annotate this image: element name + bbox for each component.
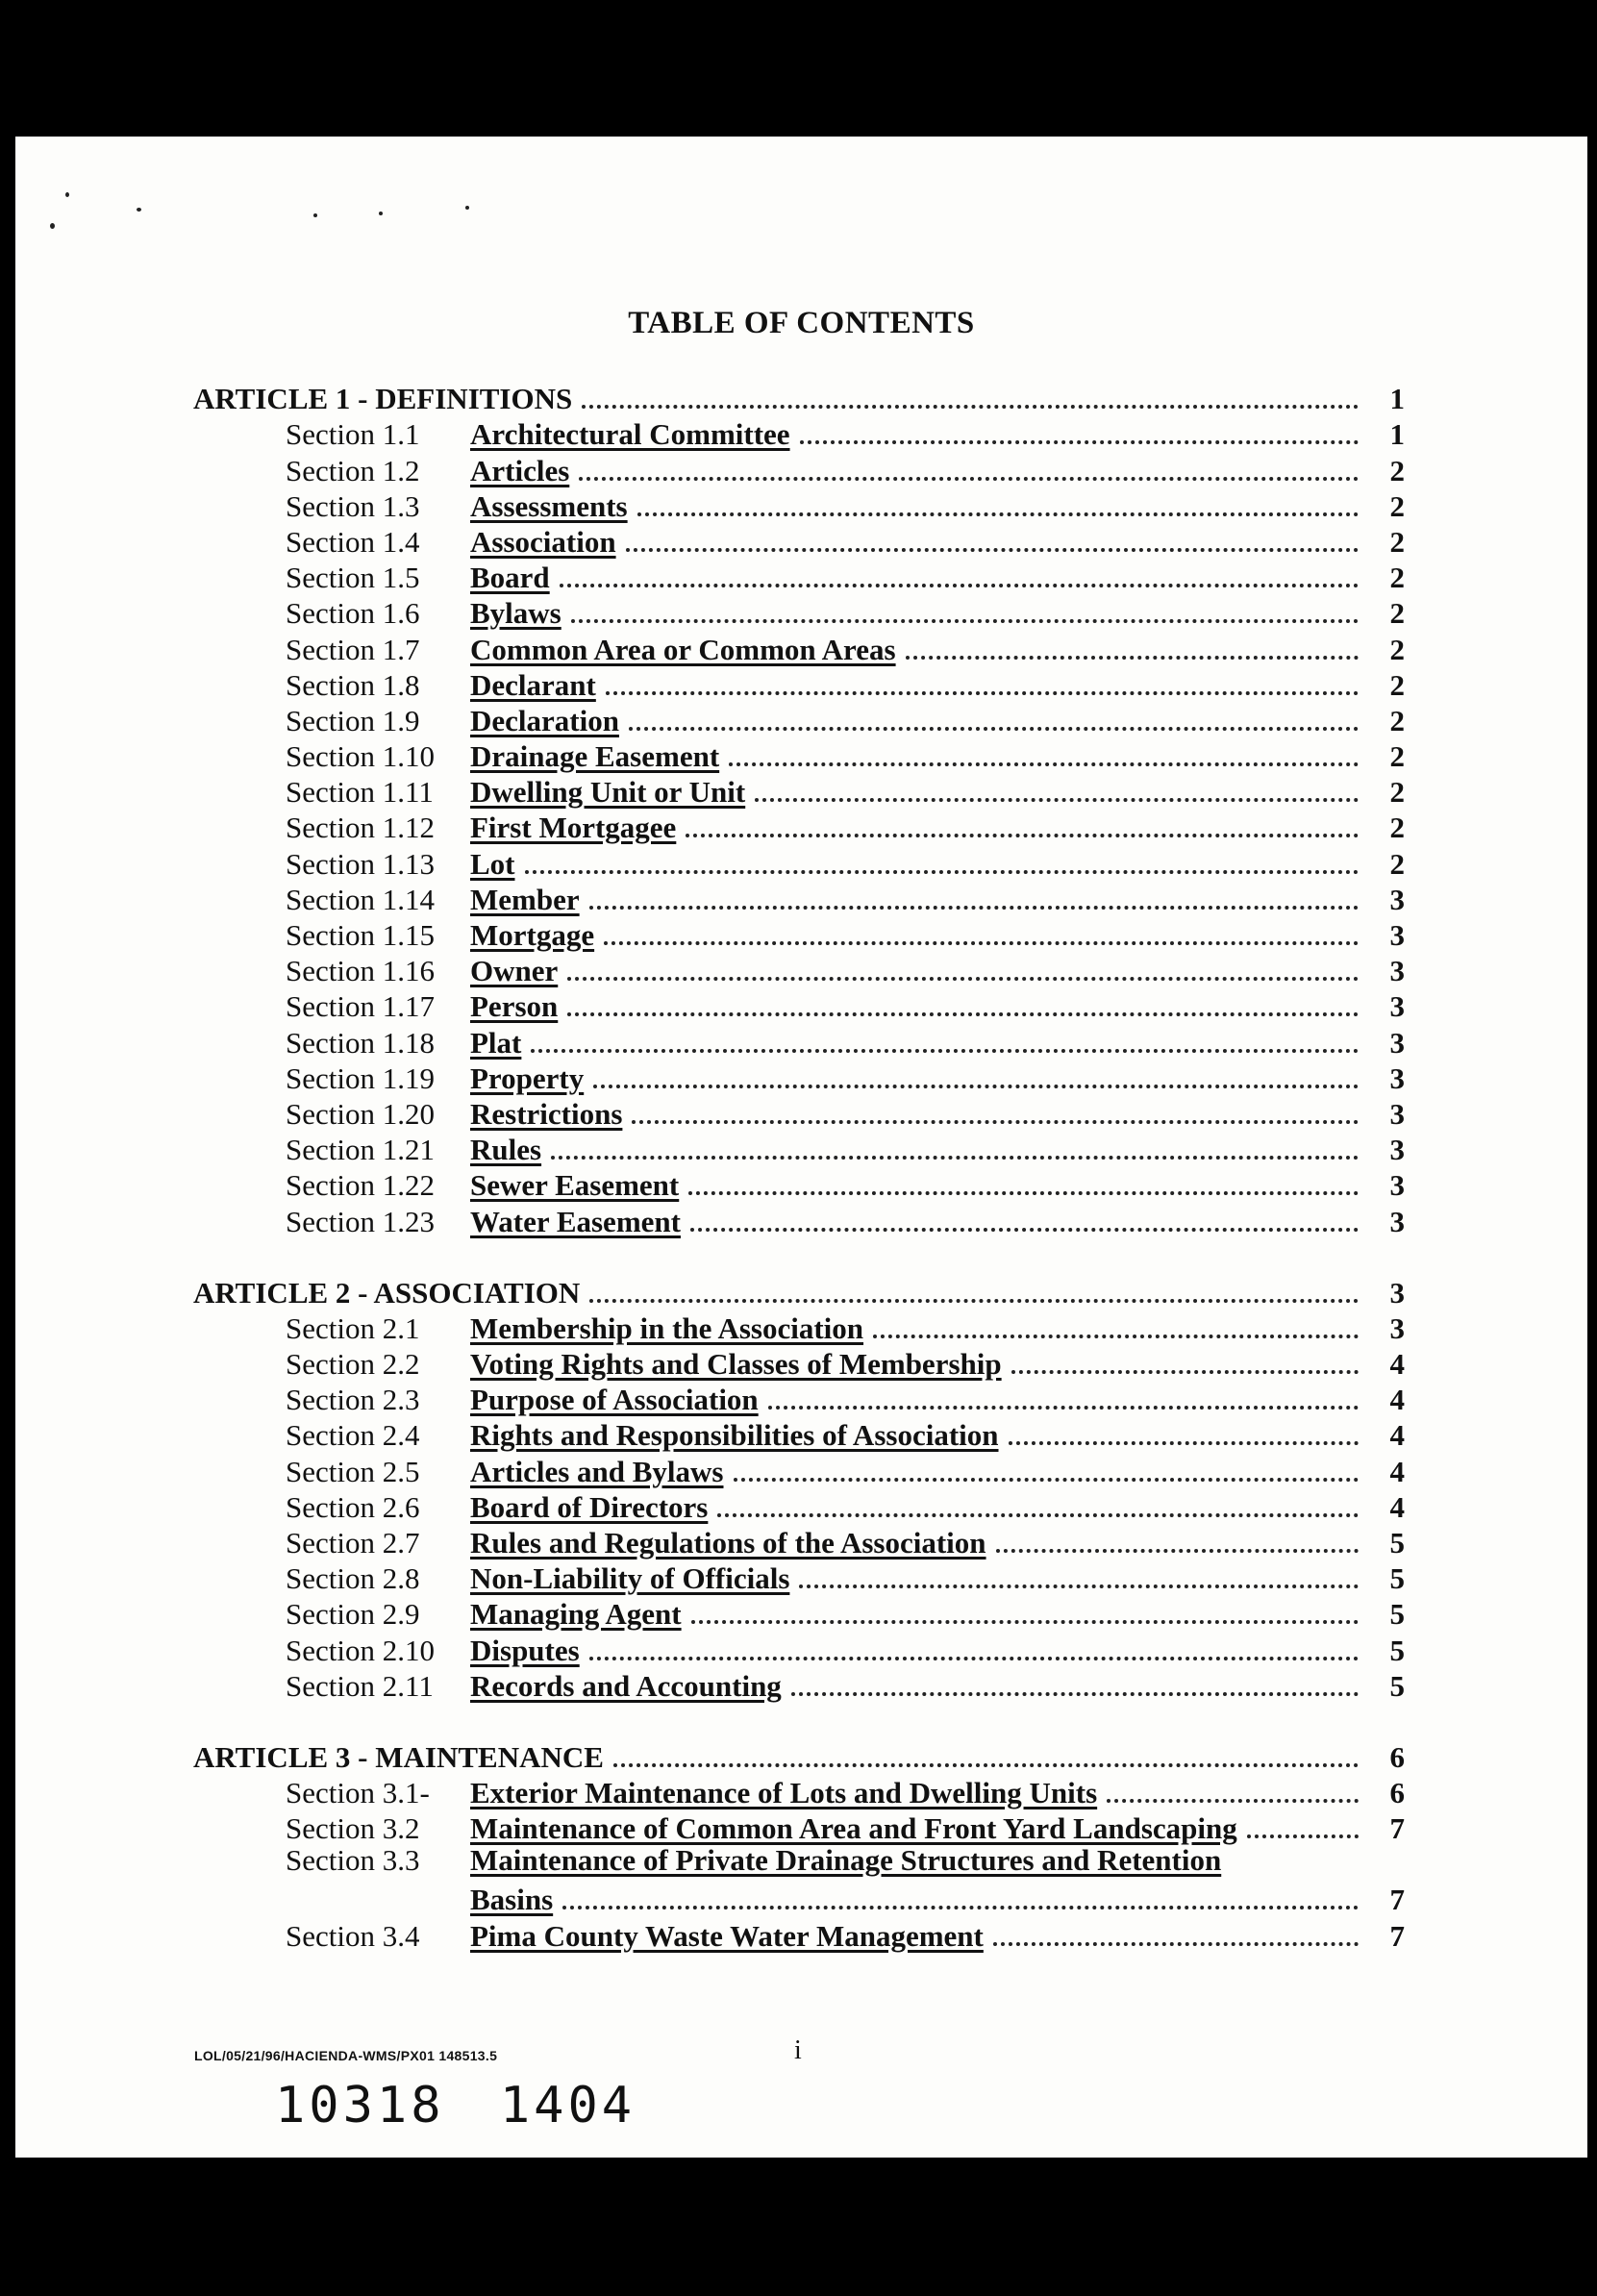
section-title[interactable]: Sewer Easement (470, 1168, 680, 1203)
section-page-number: 2 (1389, 561, 1405, 595)
section-number: Section 1.10 (286, 739, 435, 774)
section-title[interactable]: First Mortgagee (470, 811, 677, 845)
section-number: Section 1.5 (286, 561, 420, 595)
document-page (15, 137, 1587, 2158)
section-title[interactable]: Owner (470, 954, 559, 988)
dot-leader (800, 421, 1359, 444)
section-title[interactable]: Non-Liability of Officials (470, 1561, 790, 1596)
section-number: Section 2.11 (286, 1668, 434, 1703)
dot-leader (626, 529, 1359, 552)
section-number: Section 1.20 (286, 1096, 435, 1131)
dot-leader (571, 600, 1359, 623)
toc-section-row (193, 1344, 1405, 1380)
section-title[interactable]: Purpose of Association (470, 1383, 759, 1417)
dot-leader (799, 1565, 1359, 1588)
toc-article-row (193, 1737, 1405, 1773)
section-page-number: 5 (1389, 1668, 1405, 1703)
section-page-number: 5 (1389, 1561, 1405, 1596)
scan-speck (313, 213, 317, 217)
section-number: Section 1.12 (286, 811, 435, 845)
section-number: Section 1.22 (286, 1168, 435, 1203)
toc-section-row (193, 1915, 1405, 1951)
section-page-number: 4 (1389, 1454, 1405, 1488)
section-title[interactable]: Person (470, 989, 559, 1024)
toc-article-row (193, 1273, 1405, 1309)
dot-leader (729, 743, 1359, 766)
section-number: Section 3.4 (286, 1918, 420, 1953)
dot-leader (873, 1315, 1359, 1338)
toc-section-row (193, 487, 1405, 522)
article-page-number: 1 (1389, 382, 1405, 416)
dot-leader (688, 1172, 1359, 1195)
section-page-number: 2 (1389, 775, 1405, 810)
section-page-number: 3 (1389, 918, 1405, 952)
section-number: Section 2.2 (286, 1347, 420, 1382)
toc-section-row (193, 915, 1405, 951)
article-heading: ARTICLE 3 - MAINTENANCE (193, 1739, 604, 1774)
section-number: Section 1.11 (286, 775, 434, 810)
article-heading: ARTICLE 1 - DEFINITIONS (193, 382, 573, 416)
dot-leader (606, 672, 1359, 695)
dot-leader (768, 1386, 1359, 1410)
toc-section-row (193, 1809, 1405, 1844)
toc-section-row (193, 986, 1405, 1022)
section-page-number: 1 (1389, 417, 1405, 452)
section-page-number: 3 (1389, 1310, 1405, 1345)
toc-section-row (193, 1415, 1405, 1451)
section-page-number: 2 (1389, 596, 1405, 631)
section-page-number: 5 (1389, 1526, 1405, 1560)
toc-section-row (193, 1666, 1405, 1702)
toc-section-row (193, 1451, 1405, 1486)
dot-leader (993, 1923, 1359, 1946)
page-number: i (794, 2035, 802, 2065)
document-reference: LOL/05/21/96/HACIENDA-WMS/PX01 148513.5 (194, 2048, 498, 2063)
section-number: Section 1.7 (286, 632, 420, 666)
table-of-contents (193, 379, 1405, 1952)
section-title[interactable]: Rules and Regulations of the Association (470, 1526, 986, 1560)
section-title[interactable]: Declaration (470, 703, 619, 737)
section-number: Section 1.21 (286, 1133, 435, 1167)
section-page-number: 2 (1389, 632, 1405, 666)
section-number: Section 1.18 (286, 1025, 435, 1060)
section-title[interactable]: Bylaws (470, 596, 561, 631)
dot-leader (1247, 1815, 1359, 1838)
dot-leader (567, 958, 1359, 981)
section-title[interactable]: Association (470, 524, 616, 559)
section-title[interactable]: Assessments (470, 488, 628, 523)
section-number: Section 3.2 (286, 1811, 420, 1846)
page-title: TABLE OF CONTENTS (628, 306, 975, 340)
toc-section-row (193, 772, 1405, 808)
section-number: Section 1.19 (286, 1061, 435, 1095)
toc-section-row (193, 880, 1405, 915)
dot-leader (531, 1030, 1359, 1053)
section-number: Section 2.1 (286, 1310, 420, 1345)
section-page-number: 3 (1389, 989, 1405, 1024)
section-number: Section 2.7 (286, 1526, 420, 1560)
section-page-number: 5 (1389, 1597, 1405, 1632)
section-number: Section 1.16 (286, 954, 435, 988)
scan-speck (465, 206, 469, 210)
dot-leader (604, 922, 1359, 945)
dot-leader (906, 636, 1359, 660)
toc-section-row (193, 951, 1405, 986)
toc-section-row (193, 701, 1405, 736)
section-title[interactable]: Articles and Bylaws (470, 1454, 724, 1488)
section-page-number: 3 (1389, 1096, 1405, 1131)
section-page-number: 4 (1389, 1489, 1405, 1524)
section-title[interactable]: Disputes (470, 1633, 580, 1667)
section-title[interactable]: Mortgage (470, 918, 595, 952)
section-title[interactable]: Property (470, 1061, 585, 1095)
section-number: Section 2.6 (286, 1489, 420, 1524)
toc-section-row (193, 1380, 1405, 1415)
section-page-number: 3 (1389, 882, 1405, 916)
section-number: Section 2.8 (286, 1561, 420, 1596)
section-title[interactable]: Board of Directors (470, 1489, 709, 1524)
section-page-number: 4 (1389, 1383, 1405, 1417)
dot-leader (562, 1886, 1359, 1909)
toc-section-row (193, 629, 1405, 664)
dot-leader (560, 564, 1359, 587)
section-number: Section 2.3 (286, 1383, 420, 1417)
section-page-number: 2 (1389, 846, 1405, 881)
section-number: Section 1.1 (286, 417, 420, 452)
section-title[interactable]: Voting Rights and Classes of Membership (470, 1347, 1002, 1382)
section-title[interactable]: Maintenance of Private Drainage Structures and Retention (470, 1843, 1222, 1878)
section-page-number: 3 (1389, 1025, 1405, 1060)
toc-section-row (193, 593, 1405, 629)
section-title[interactable]: Maintenance of Common Area and Front Yard Landscaping (470, 1811, 1237, 1846)
section-page-number: 3 (1389, 1168, 1405, 1203)
toc-section-row (193, 522, 1405, 558)
toc-section-row (193, 1022, 1405, 1058)
section-title[interactable]: Declarant (470, 667, 596, 702)
dot-leader (589, 1637, 1359, 1660)
article-page-number: 3 (1389, 1275, 1405, 1310)
section-title[interactable]: Articles (470, 453, 570, 487)
article-page-number: 6 (1389, 1739, 1405, 1774)
scan-speck (137, 208, 141, 212)
dot-leader (691, 1601, 1359, 1624)
stamp-number-left: 10318 (275, 2077, 445, 2134)
section-number: Section 1.14 (286, 882, 435, 916)
section-page-number: 2 (1389, 739, 1405, 774)
dot-leader (1107, 1780, 1359, 1803)
section-number: Section 2.9 (286, 1597, 420, 1632)
section-number: Section 1.4 (286, 524, 420, 559)
section-page-number: 2 (1389, 811, 1405, 845)
dot-leader (734, 1459, 1360, 1482)
section-page-number: 5 (1389, 1633, 1405, 1667)
dot-leader (1009, 1422, 1360, 1445)
section-title[interactable]: Pima County Waste Water Management (470, 1918, 984, 1953)
section-number: Section 1.17 (286, 989, 435, 1024)
toc-section-row (193, 1309, 1405, 1344)
section-title[interactable]: Restrictions (470, 1096, 623, 1131)
section-title[interactable]: Managing Agent (470, 1597, 682, 1632)
dot-leader (525, 851, 1360, 874)
section-page-number: 3 (1389, 1204, 1405, 1238)
toc-section-row (193, 1559, 1405, 1594)
dot-leader (629, 708, 1359, 731)
toc-section-row (193, 808, 1405, 843)
section-number: Section 1.6 (286, 596, 420, 631)
section-page-number: 2 (1389, 524, 1405, 559)
section-page-number: 7 (1389, 1883, 1405, 1917)
section-page-number: 2 (1389, 488, 1405, 523)
toc-section-row (193, 1523, 1405, 1559)
section-title[interactable]: Lot (470, 846, 515, 881)
section-page-number: 2 (1389, 453, 1405, 487)
dot-leader (755, 779, 1359, 802)
section-number: Section 2.4 (286, 1418, 420, 1453)
section-page-number: 7 (1389, 1811, 1405, 1846)
section-title-continued-row (470, 1880, 1405, 1915)
dot-leader (582, 386, 1359, 409)
toc-section-row (193, 1773, 1405, 1809)
section-number: Section 1.13 (286, 846, 435, 881)
toc-section-row (193, 450, 1405, 486)
dot-leader (579, 458, 1359, 481)
toc-section-row (193, 414, 1405, 450)
dot-leader (567, 993, 1359, 1016)
dot-leader (589, 886, 1359, 910)
toc-section-row (193, 665, 1405, 701)
section-title[interactable]: Records and Accounting (470, 1668, 782, 1703)
stamp-number-right: 1404 (499, 2077, 636, 2134)
section-title[interactable]: Rules (470, 1133, 542, 1167)
section-title[interactable]: Board (470, 561, 550, 595)
section-page-number: 4 (1389, 1347, 1405, 1382)
section-number: Section 1.15 (286, 918, 435, 952)
scan-speck (50, 223, 55, 229)
section-page-number: 3 (1389, 1133, 1405, 1167)
dot-leader (996, 1530, 1359, 1553)
section-number: Section 1.8 (286, 667, 420, 702)
section-page-number: 3 (1389, 954, 1405, 988)
section-title[interactable]: Common Area or Common Areas (470, 632, 896, 666)
section-title[interactable]: Dwelling Unit or Unit (470, 775, 746, 810)
dot-leader (686, 814, 1359, 837)
section-number: Section 3.1- (286, 1776, 430, 1810)
section-title[interactable]: Member (470, 882, 580, 916)
section-number: Section 2.10 (286, 1633, 435, 1667)
section-page-number: 7 (1389, 1918, 1405, 1953)
dot-leader (593, 1065, 1359, 1088)
section-page-number: 4 (1389, 1418, 1405, 1453)
scan-speck (65, 192, 69, 197)
dot-leader (717, 1494, 1359, 1517)
section-number: Section 2.5 (286, 1454, 420, 1488)
toc-section-row (193, 558, 1405, 593)
dot-leader (551, 1136, 1359, 1160)
section-page-number: 3 (1389, 1061, 1405, 1095)
dot-leader (690, 1209, 1359, 1232)
section-number: Section 1.2 (286, 453, 420, 487)
section-title[interactable]: Plat (470, 1025, 522, 1060)
section-title[interactable]: Rights and Responsibilities of Association (470, 1418, 999, 1453)
toc-section-row (193, 1130, 1405, 1165)
toc-section-row (193, 843, 1405, 879)
dot-leader (637, 493, 1359, 516)
section-title[interactable]: Architectural Committee (470, 417, 790, 452)
toc-section-row (193, 1094, 1405, 1130)
section-title[interactable]: Water Easement (470, 1204, 681, 1238)
section-number: Section 1.3 (286, 488, 420, 523)
section-title[interactable]: Drainage Easement (470, 739, 720, 774)
dot-leader (791, 1673, 1359, 1696)
section-title-wrapped (470, 1844, 1405, 1915)
section-number: Section 1.23 (286, 1204, 435, 1238)
toc-section-row (193, 1201, 1405, 1236)
bates-stamp (275, 2077, 636, 2134)
toc-section-row (193, 1630, 1405, 1665)
scan-speck (379, 212, 383, 215)
section-title-continued[interactable]: Basins (470, 1883, 554, 1917)
dot-leader (613, 1744, 1359, 1767)
section-page-number: 2 (1389, 667, 1405, 702)
section-title[interactable]: Exterior Maintenance of Lots and Dwelling Units (470, 1776, 1098, 1810)
toc-section-row (193, 1487, 1405, 1523)
section-page-number: 6 (1389, 1776, 1405, 1810)
dot-leader (1011, 1351, 1359, 1374)
toc-section-row (193, 1059, 1405, 1094)
section-number: Section 3.3 (286, 1843, 420, 1878)
toc-section-row (193, 1594, 1405, 1630)
toc-section-row (193, 1165, 1405, 1201)
dot-leader (632, 1101, 1359, 1124)
toc-section-row (193, 1844, 1405, 1915)
section-title[interactable]: Membership in the Association (470, 1310, 864, 1345)
section-number: Section 1.9 (286, 703, 420, 737)
toc-article-row (193, 379, 1405, 414)
toc-section-row (193, 736, 1405, 772)
article-heading: ARTICLE 2 - ASSOCIATION (193, 1275, 581, 1310)
section-page-number: 2 (1389, 703, 1405, 737)
dot-leader (589, 1280, 1359, 1303)
